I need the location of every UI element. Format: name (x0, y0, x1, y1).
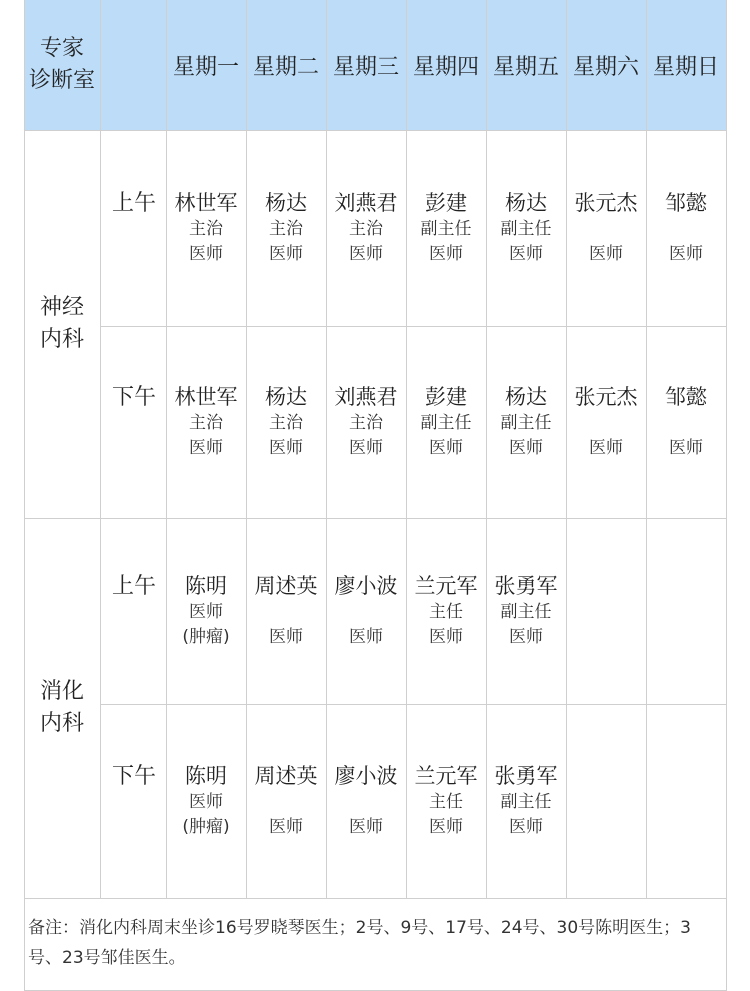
doctor-title: 医师 (269, 627, 303, 647)
doctor-cell (646, 189, 726, 267)
department-label-line: 内科 (39, 711, 84, 736)
doctor-cell (246, 383, 326, 461)
doctor-title: 医师 (189, 792, 223, 812)
department-label-line: 内科 (39, 327, 84, 352)
corner-header-line: 诊断室 (28, 68, 95, 93)
doctor-title: 医师 (589, 244, 623, 264)
doctor-name: 周述英 (254, 574, 318, 598)
doctor-cell (166, 189, 246, 267)
doctor-name: 周述英 (254, 764, 318, 788)
doctor-name: 杨达 (505, 385, 547, 409)
doctor-title: (肿瘤) (182, 817, 230, 837)
doctor-title: 医师 (269, 244, 303, 264)
department-label-line: 消化 (39, 679, 84, 704)
day-header: 星期五 (492, 54, 559, 80)
doctor-name: 张勇军 (494, 764, 558, 788)
doctor-cell (486, 572, 566, 650)
doctor-title (683, 217, 688, 242)
doctor-cell (406, 572, 486, 650)
doctor-title: 主治 (189, 219, 223, 239)
doctor-name: 陈明 (185, 764, 227, 788)
doctor-title (363, 600, 368, 625)
doctor-name: 杨达 (505, 191, 547, 215)
doctor-title: 医师 (509, 817, 543, 837)
grid-hline (24, 898, 726, 899)
doctor-title (363, 790, 368, 815)
doctor-name: 陈明 (185, 574, 227, 598)
day-header: 星期一 (172, 54, 239, 80)
corner-header-line: 专家 (39, 36, 84, 61)
doctor-title: 医师 (189, 244, 223, 264)
doctor-title: 主任 (429, 792, 463, 812)
doctor-cell (406, 383, 486, 461)
doctor-name: 杨达 (265, 191, 307, 215)
doctor-title (603, 411, 608, 436)
doctor-cell (326, 383, 406, 461)
doctor-title: 医师 (349, 438, 383, 458)
doctor-title: 主治 (349, 413, 383, 433)
doctor-name: 刘燕君 (334, 385, 398, 409)
doctor-name: 张元杰 (574, 191, 638, 215)
doctor-title: 主治 (189, 413, 223, 433)
doctor-title: 医师 (429, 244, 463, 264)
doctor-name: 兰元军 (414, 574, 478, 598)
schedule-table (24, 0, 726, 991)
doctor-title: 主任 (429, 602, 463, 622)
grid-hline (100, 326, 726, 327)
doctor-cell (326, 189, 406, 267)
period-label: 下午 (111, 385, 156, 410)
doctor-cell (166, 572, 246, 650)
doctor-cell (406, 762, 486, 840)
doctor-cell (246, 572, 326, 650)
doctor-title: 医师 (429, 438, 463, 458)
doctor-cell (566, 189, 646, 267)
doctor-name: 廖小波 (334, 574, 398, 598)
doctor-title (603, 217, 608, 242)
doctor-cell (246, 189, 326, 267)
doctor-cell (486, 383, 566, 461)
doctor-cell (246, 762, 326, 840)
doctor-title: 医师 (349, 244, 383, 264)
doctor-cell (166, 762, 246, 840)
doctor-title (283, 600, 288, 625)
doctor-title: 副主任 (500, 219, 552, 239)
doctor-cell (486, 762, 566, 840)
doctor-title: 医师 (509, 438, 543, 458)
grid-vline (24, 0, 25, 991)
doctor-title: 医师 (669, 438, 703, 458)
day-header: 星期六 (572, 54, 639, 80)
grid-hline (100, 704, 726, 705)
doctor-title: 医师 (429, 817, 463, 837)
day-header: 星期二 (252, 54, 319, 80)
doctor-cell (326, 572, 406, 650)
doctor-title: 医师 (269, 438, 303, 458)
footnote: 备注：消化内科周末坐诊16号罗晓琴医生；2号、9号、17号、24号、30号陈明医生；3号、23号邹佳医生。 (28, 918, 691, 968)
doctor-title: 副主任 (500, 602, 552, 622)
doctor-title (283, 790, 288, 815)
day-header: 星期日 (652, 54, 719, 80)
doctor-name: 邹懿 (665, 191, 707, 215)
doctor-title: 医师 (349, 627, 383, 647)
doctor-cell (566, 383, 646, 461)
doctor-cell (326, 762, 406, 840)
doctor-title: 医师 (349, 817, 383, 837)
doctor-name: 林世军 (174, 385, 238, 409)
doctor-name: 彭建 (425, 191, 467, 215)
period-label: 下午 (111, 764, 156, 789)
doctor-title: (肿瘤) (182, 627, 230, 647)
doctor-title: 医师 (509, 244, 543, 264)
doctor-cell (486, 189, 566, 267)
doctor-name: 林世军 (174, 191, 238, 215)
doctor-name: 彭建 (425, 385, 467, 409)
department-label (25, 292, 99, 356)
doctor-title: 主治 (269, 413, 303, 433)
department-label (25, 676, 99, 740)
doctor-name: 刘燕君 (334, 191, 398, 215)
period-label: 上午 (111, 191, 156, 216)
doctor-title: 主治 (349, 219, 383, 239)
day-header: 星期四 (412, 54, 479, 80)
doctor-title (683, 411, 688, 436)
doctor-title: 主治 (269, 219, 303, 239)
doctor-title: 医师 (429, 627, 463, 647)
doctor-title: 副主任 (420, 413, 472, 433)
doctor-title: 医师 (269, 817, 303, 837)
doctor-title: 医师 (669, 244, 703, 264)
doctor-title: 副主任 (420, 219, 472, 239)
day-header: 星期三 (332, 54, 399, 80)
doctor-cell (646, 383, 726, 461)
doctor-name: 张元杰 (574, 385, 638, 409)
period-label: 上午 (111, 574, 156, 599)
doctor-name: 邹懿 (665, 385, 707, 409)
doctor-name: 廖小波 (334, 764, 398, 788)
doctor-name: 杨达 (265, 385, 307, 409)
doctor-title: 医师 (589, 438, 623, 458)
doctor-title: 副主任 (500, 413, 552, 433)
grid-hline (24, 518, 726, 519)
department-label-line: 神经 (39, 295, 84, 320)
doctor-cell (166, 383, 246, 461)
doctor-title: 医师 (189, 438, 223, 458)
grid-vline (726, 0, 727, 991)
doctor-title: 医师 (189, 602, 223, 622)
grid-hline (24, 130, 726, 131)
corner-header (24, 0, 100, 130)
doctor-cell (406, 189, 486, 267)
doctor-title: 副主任 (500, 792, 552, 812)
doctor-name: 兰元军 (414, 764, 478, 788)
doctor-name: 张勇军 (494, 574, 558, 598)
doctor-title: 医师 (509, 627, 543, 647)
